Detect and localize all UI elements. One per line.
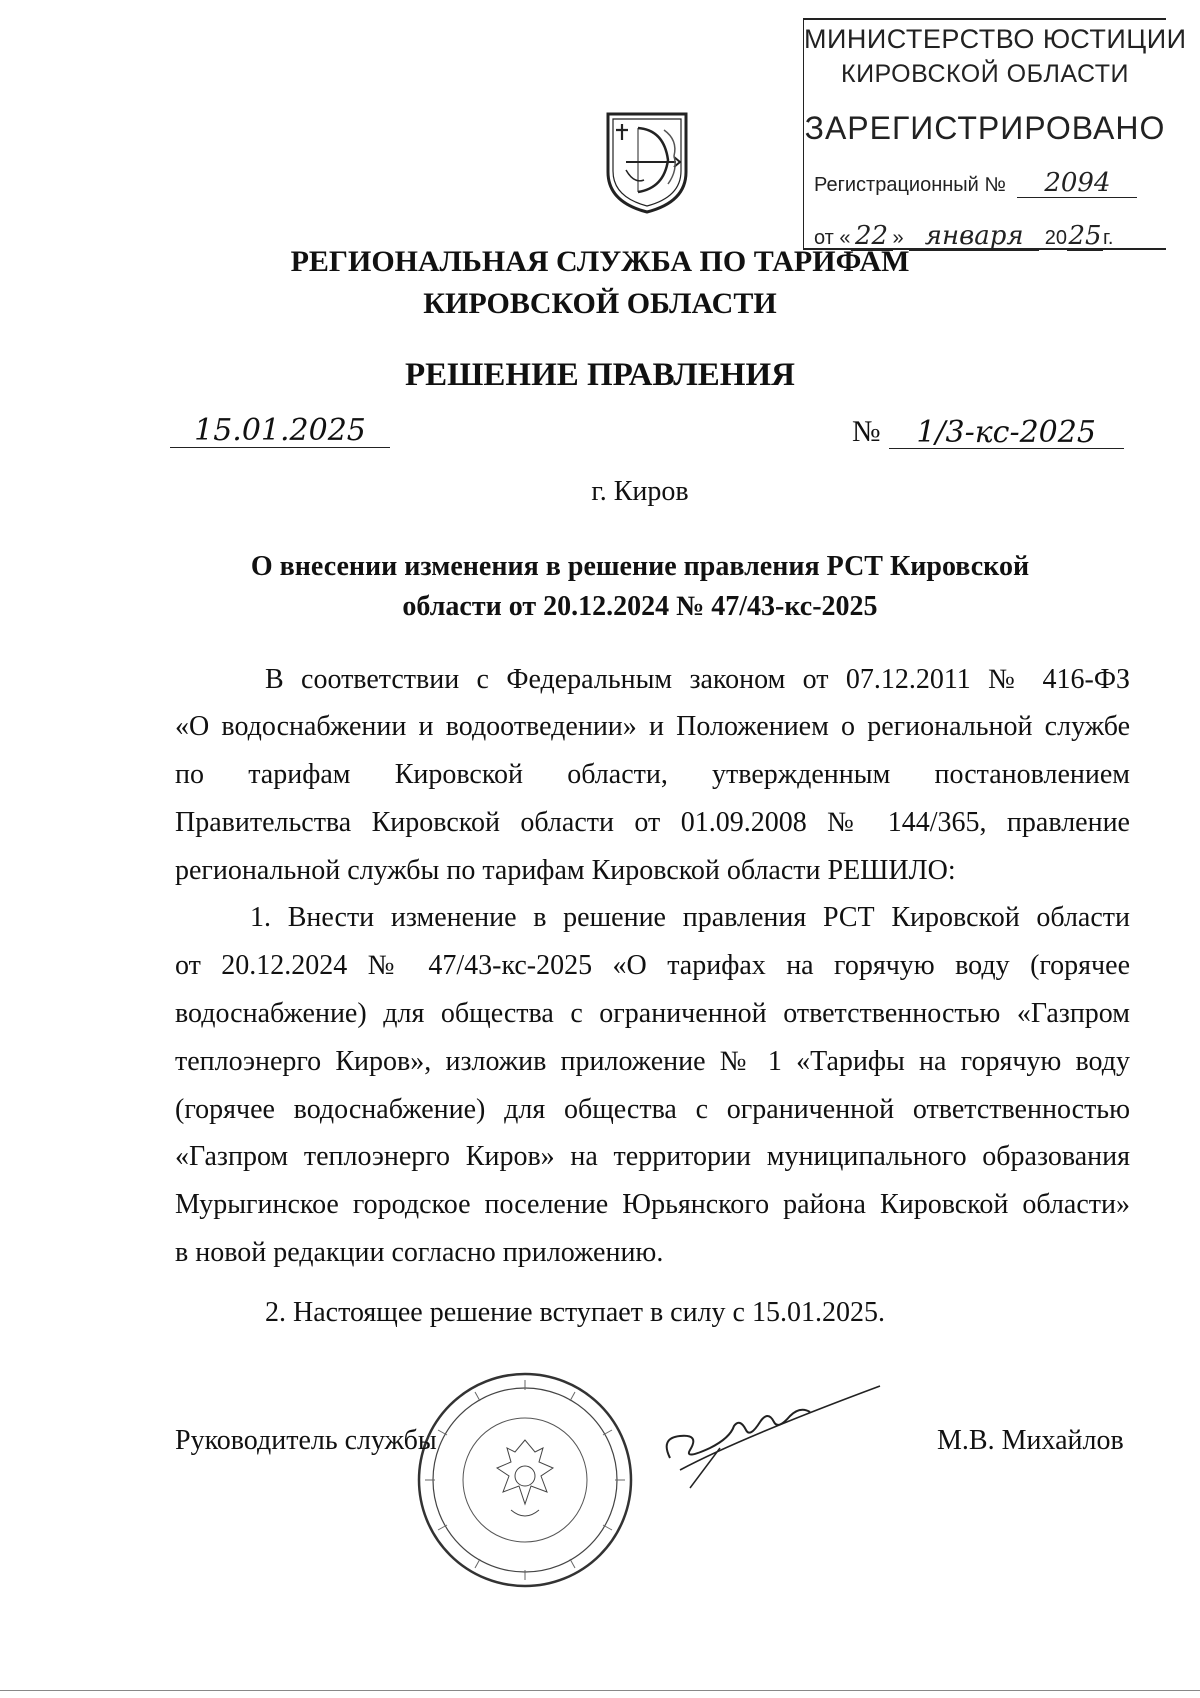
registration-stamp <box>803 18 1187 251</box>
document-number <box>852 415 1124 449</box>
stamp-date-year-prefix: 20 <box>1044 227 1068 249</box>
subject-line1: О внесении изменения в решение правления РСТ Кировской <box>250 551 1030 582</box>
stamp-reg-number-label: Регистрационный № <box>814 174 1006 196</box>
stamp-ministry-line1: МИНИСТЕРСТВО ЮСТИЦИИ <box>804 24 1187 54</box>
stamp-date-year-suffix: 25 <box>1068 221 1102 251</box>
paragraph2-line: в новой редакции согласно приложению. <box>175 1237 664 1268</box>
stamp-registered-label: ЗАРЕГИСТРИРОВАНО <box>804 110 1166 146</box>
city: г. Киров <box>591 476 689 507</box>
paragraph2-line: (горячее водоснабжение) для общества с ограниченной ответственностью <box>175 1094 1130 1125</box>
paragraph2-line: «Газпром теплоэнерго Киров» на территории муниципального образования <box>175 1141 1130 1172</box>
document-date <box>170 415 390 448</box>
official-seal <box>415 1370 635 1590</box>
paragraph2-line: теплоэнерго Киров», изложив приложение № 1 «Тарифы на горячую воду <box>175 1046 1130 1077</box>
stamp-date-day: 22 <box>851 223 893 251</box>
subject-line2: области от 20.12.2024 № 47/43-кс-2025 <box>402 591 878 622</box>
stamp-date-month: января <box>909 223 1039 251</box>
stamp-date-mid: » <box>892 227 904 249</box>
paragraph2-line: водоснабжение) для общества с ограниченной ответственностью «Газпром <box>175 998 1130 1029</box>
signer-role: Руководитель службы <box>175 1425 437 1456</box>
org-title-line2: КИРОВСКОЙ ОБЛАСТИ <box>423 287 777 320</box>
stamp-date-prefix: от « <box>814 227 851 249</box>
paragraph2-line: 1. Внести изменение в решение правления РСТ Кировской области <box>250 902 1130 933</box>
stamp-reg-number-row <box>814 170 1137 198</box>
paragraph1-line: региональной службы по тарифам Кировской области РЕШИЛО: <box>175 855 956 886</box>
number-sign: № <box>852 415 881 448</box>
coat-of-arms-icon <box>604 110 690 216</box>
bottom-rule <box>0 1690 1200 1691</box>
paragraph1-line: по тарифам Кировской области, утвержденным постановлением <box>175 759 1130 790</box>
org-title-line1: РЕГИОНАЛЬНАЯ СЛУЖБА ПО ТАРИФАМ <box>290 245 910 278</box>
document-date-value: 15.01.2025 <box>170 415 390 448</box>
document-number-value: 1/3-кс-2025 <box>889 417 1124 450</box>
stamp-date-suffix: г. <box>1103 227 1114 249</box>
paragraph3: 2. Настоящее решение вступает в силу с 15.01.2025. <box>265 1297 885 1328</box>
handwritten-signature <box>650 1378 890 1498</box>
paragraph2-line: от 20.12.2024 № 47/43-кс-2025 «О тарифах на горячую воду (горячее <box>175 950 1130 981</box>
paragraph1-line: Правительства Кировской области от 01.09.2008 № 144/365, правление <box>175 807 1130 838</box>
paragraph1-line: «О водоснабжении и водоотведении» и Положением о региональной службе <box>175 711 1130 742</box>
document-type: РЕШЕНИЕ ПРАВЛЕНИЯ <box>405 357 795 393</box>
stamp-reg-number-value: 2094 <box>1017 170 1137 198</box>
paragraph2-line: Мурыгинское городское поселение Юрьянского района Кировской области» <box>175 1189 1130 1220</box>
stamp-top-rule <box>804 18 1166 20</box>
signer-name: М.В. Михайлов <box>937 1425 1124 1456</box>
paragraph1-line: В соответствии с Федеральным законом от 07.12.2011 № 416-ФЗ <box>265 664 1130 695</box>
stamp-ministry-line2: КИРОВСКОЙ ОБЛАСТИ <box>841 60 1129 88</box>
